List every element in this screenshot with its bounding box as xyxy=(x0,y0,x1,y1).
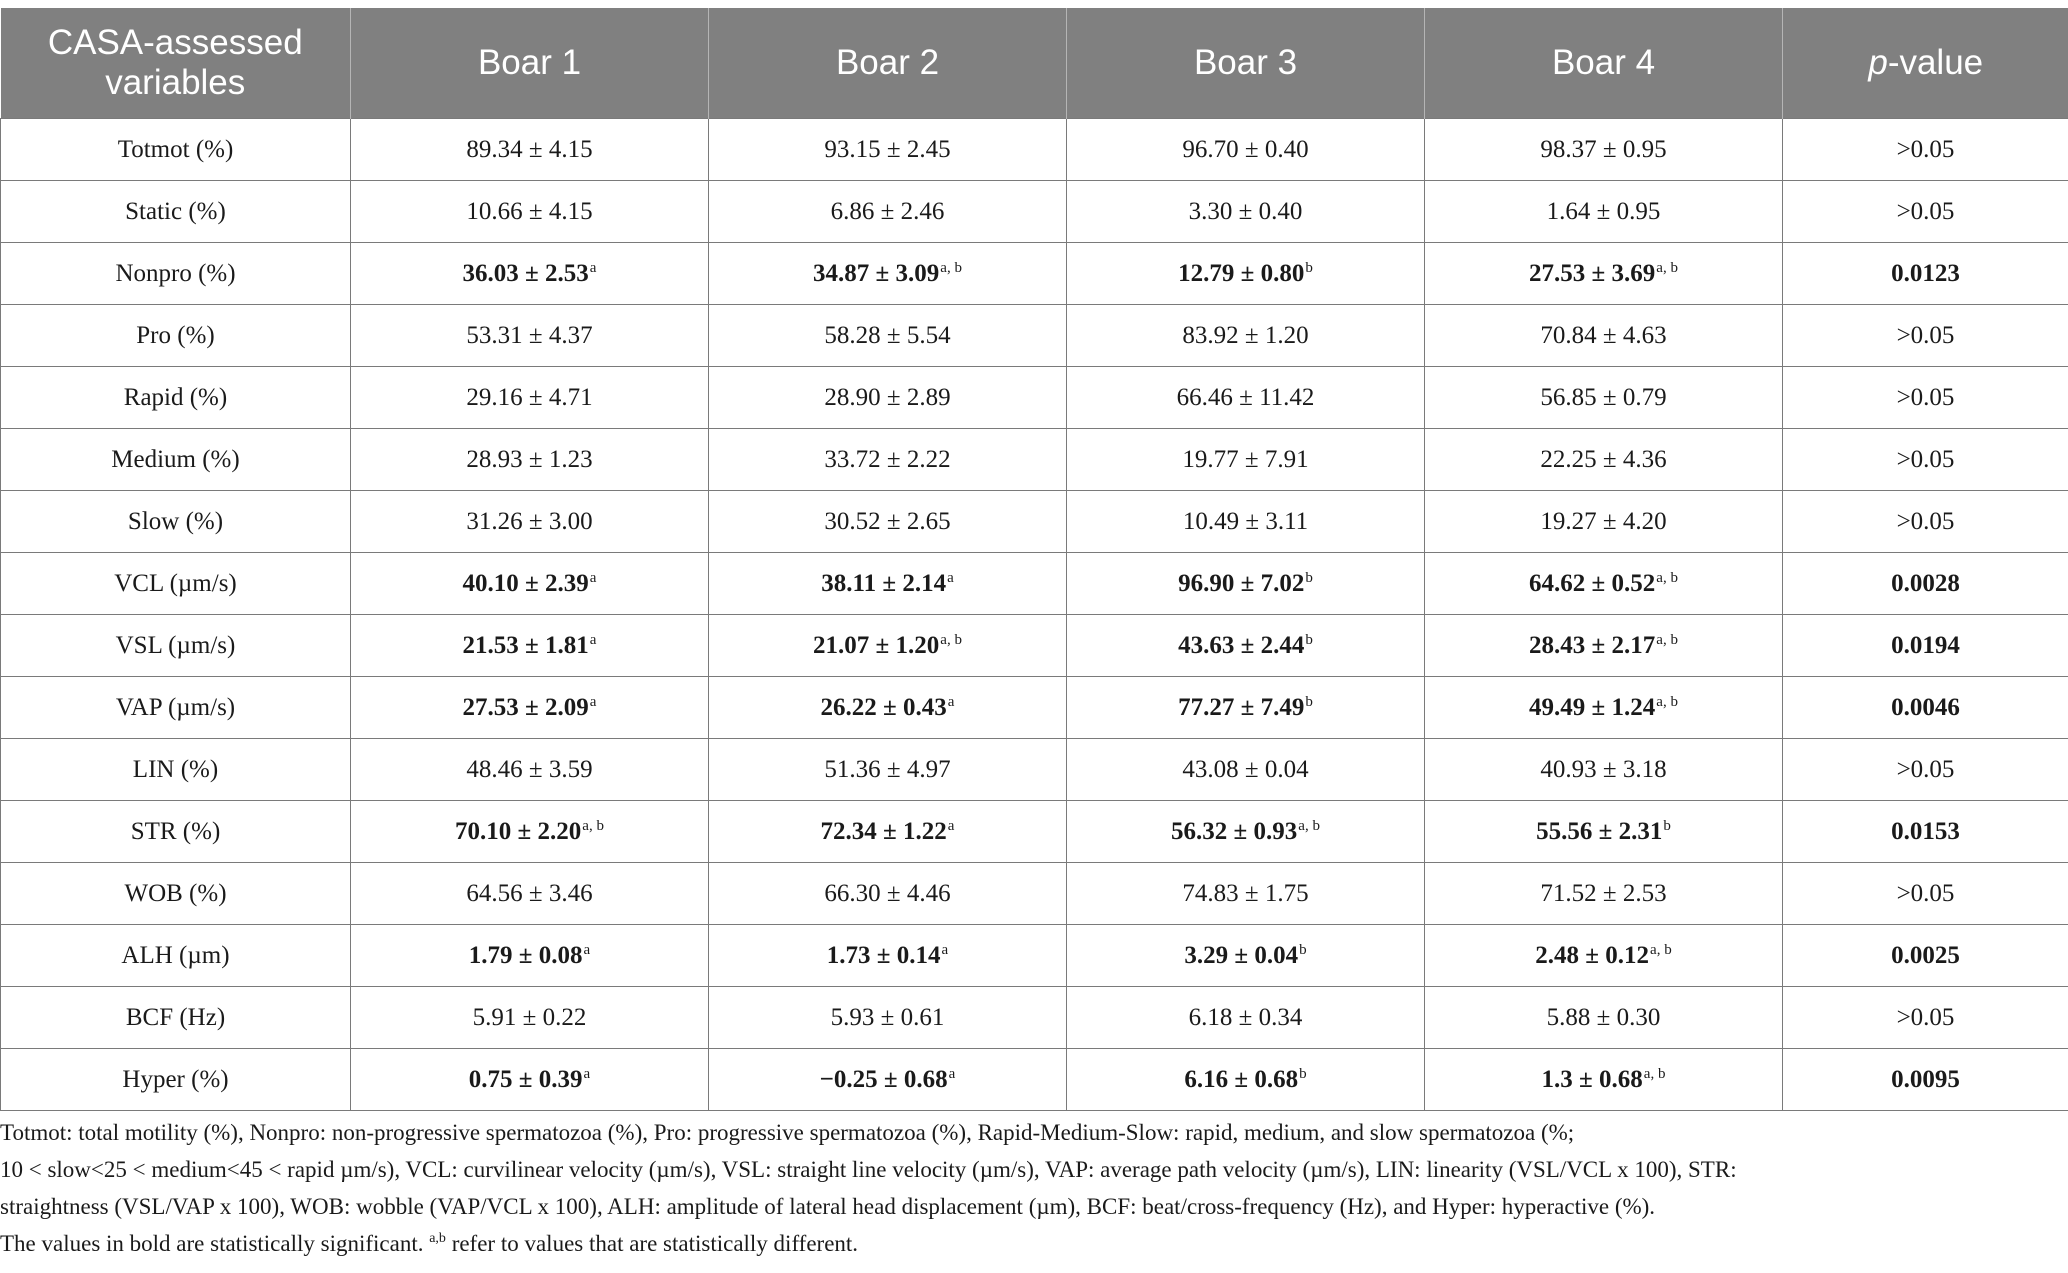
significance-letter: a xyxy=(589,569,597,586)
value-text: 6.86 ± 2.46 xyxy=(830,197,945,225)
value-text: 66.30 ± 4.46 xyxy=(824,879,951,907)
boar-1-value xyxy=(351,305,709,367)
row-label: VSL (µm/s) xyxy=(1,615,351,677)
value-text: 2.48 ± 0.12 xyxy=(1535,941,1650,969)
value-text: 22.25 ± 4.36 xyxy=(1540,445,1667,473)
value-text: 96.70 ± 0.40 xyxy=(1182,135,1309,163)
table-row xyxy=(1,367,2068,429)
boar-2-value xyxy=(709,243,1067,305)
casa-variables-table xyxy=(0,8,2068,1111)
row-label: Pro (%) xyxy=(1,305,351,367)
p-value-cell: >0.05 xyxy=(1783,739,2068,801)
value-text: 77.27 ± 7.49 xyxy=(1178,693,1305,721)
row-label: WOB (%) xyxy=(1,863,351,925)
boar-3-value xyxy=(1067,925,1425,987)
significance-letter: a xyxy=(589,693,597,710)
p-value-cell: >0.05 xyxy=(1783,305,2068,367)
significance-letter: a xyxy=(589,631,597,648)
value-text: 55.56 ± 2.31 xyxy=(1536,817,1663,845)
table-row xyxy=(1,801,2068,863)
table-row xyxy=(1,119,2068,181)
value-text: 21.07 ± 1.20 xyxy=(813,631,940,659)
table-row xyxy=(1,615,2068,677)
header-p-rest: -value xyxy=(1887,43,1984,82)
significance-letter: a xyxy=(583,1065,591,1082)
boar-4-value xyxy=(1425,739,1783,801)
value-text: 0.75 ± 0.39 xyxy=(468,1065,583,1093)
value-text: 28.93 ± 1.23 xyxy=(466,445,593,473)
value-text: 40.10 ± 2.39 xyxy=(462,569,589,597)
boar-1-value xyxy=(351,181,709,243)
value-text: 19.77 ± 7.91 xyxy=(1182,445,1309,473)
value-text: 40.93 ± 3.18 xyxy=(1540,755,1667,783)
boar-4-value xyxy=(1425,677,1783,739)
value-text: 6.18 ± 0.34 xyxy=(1188,1003,1303,1031)
boar-4-value xyxy=(1425,925,1783,987)
header-variables-line1: CASA-assessed xyxy=(47,23,303,62)
p-value-cell: 0.0153 xyxy=(1783,801,2068,863)
value-text: 89.34 ± 4.15 xyxy=(466,135,593,163)
boar-1-value xyxy=(351,243,709,305)
boar-3-value xyxy=(1067,677,1425,739)
boar-3-value xyxy=(1067,739,1425,801)
significance-letter: b xyxy=(1305,259,1313,276)
boar-3-value xyxy=(1067,863,1425,925)
value-text: 10.49 ± 3.11 xyxy=(1182,507,1309,535)
footnote-line-3: straightness (VSL/VAP x 100), WOB: wobble (VAP/VCL x 100), ALH: amplitude of lateral head displacement (µm), BCF: beat/cross-frequency (Hz), and Hyper: hyperactive (%). xyxy=(0,1194,1656,1219)
value-text: 3.30 ± 0.40 xyxy=(1188,197,1303,225)
boar-3-value xyxy=(1067,367,1425,429)
table-row xyxy=(1,987,2068,1049)
value-text: 56.32 ± 0.93 xyxy=(1171,817,1298,845)
boar-2-value xyxy=(709,677,1067,739)
table-row xyxy=(1,925,2068,987)
value-text: 66.46 ± 11.42 xyxy=(1176,383,1315,411)
value-text: 3.29 ± 0.04 xyxy=(1184,941,1299,969)
value-text: 28.43 ± 2.17 xyxy=(1529,631,1656,659)
value-text: 43.08 ± 0.04 xyxy=(1182,755,1309,783)
table-row xyxy=(1,739,2068,801)
boar-3-value xyxy=(1067,305,1425,367)
value-text: 29.16 ± 4.71 xyxy=(466,383,593,411)
significance-letter: a, b xyxy=(1656,693,1678,710)
header-boar-2: Boar 2 xyxy=(709,8,1067,119)
boar-2-value xyxy=(709,615,1067,677)
p-value-cell: >0.05 xyxy=(1783,429,2068,491)
boar-4-value xyxy=(1425,987,1783,1049)
table-row xyxy=(1,553,2068,615)
table-row xyxy=(1,243,2068,305)
value-text: 64.62 ± 0.52 xyxy=(1529,569,1656,597)
boar-2-value xyxy=(709,429,1067,491)
boar-3-value xyxy=(1067,243,1425,305)
boar-4-value xyxy=(1425,491,1783,553)
boar-1-value xyxy=(351,429,709,491)
value-text: 1.79 ± 0.08 xyxy=(468,941,583,969)
boar-1-value xyxy=(351,925,709,987)
header-p-value xyxy=(1783,8,2068,119)
header-row xyxy=(1,8,2068,119)
table-footnote xyxy=(0,1114,2060,1262)
boar-3-value xyxy=(1067,553,1425,615)
boar-3-value xyxy=(1067,801,1425,863)
boar-1-value xyxy=(351,491,709,553)
row-label: Rapid (%) xyxy=(1,367,351,429)
row-label: Hyper (%) xyxy=(1,1049,351,1111)
boar-1-value xyxy=(351,987,709,1049)
table-row xyxy=(1,305,2068,367)
p-value-cell: 0.0095 xyxy=(1783,1049,2068,1111)
value-text: 21.53 ± 1.81 xyxy=(462,631,589,659)
p-value-cell: >0.05 xyxy=(1783,119,2068,181)
row-label: Nonpro (%) xyxy=(1,243,351,305)
p-value-cell: >0.05 xyxy=(1783,181,2068,243)
value-text: 36.03 ± 2.53 xyxy=(462,259,589,287)
value-text: 72.34 ± 1.22 xyxy=(820,817,947,845)
table-row xyxy=(1,677,2068,739)
boar-4-value xyxy=(1425,367,1783,429)
significance-letter: b xyxy=(1663,817,1671,834)
value-text: 43.63 ± 2.44 xyxy=(1178,631,1305,659)
value-text: 51.36 ± 4.97 xyxy=(824,755,951,783)
header-variables xyxy=(1,8,351,119)
row-label: Static (%) xyxy=(1,181,351,243)
boar-4-value xyxy=(1425,553,1783,615)
boar-4-value xyxy=(1425,181,1783,243)
value-text: 38.11 ± 2.14 xyxy=(821,569,947,597)
boar-3-value xyxy=(1067,429,1425,491)
boar-4-value xyxy=(1425,119,1783,181)
header-p-letter: p xyxy=(1868,43,1888,82)
significance-letter: b xyxy=(1305,569,1313,586)
boar-1-value xyxy=(351,677,709,739)
significance-letter: a, b xyxy=(1650,941,1672,958)
footnote-line-2: 10 < slow<25 < medium<45 < rapid µm/s), VCL: curvilinear velocity (µm/s), VSL: straight line velocity (µm/s), VAP: average path velocity (µm/s), LIN: linearity (VSL/VCL x 100), STR: xyxy=(0,1157,1737,1182)
value-text: 34.87 ± 3.09 xyxy=(813,259,940,287)
value-text: 74.83 ± 1.75 xyxy=(1182,879,1309,907)
value-text: 19.27 ± 4.20 xyxy=(1540,507,1667,535)
value-text: 12.79 ± 0.80 xyxy=(1178,259,1305,287)
boar-1-value xyxy=(351,553,709,615)
significance-letter: a, b xyxy=(940,259,962,276)
value-text: 5.88 ± 0.30 xyxy=(1546,1003,1661,1031)
significance-letter: a xyxy=(589,259,597,276)
value-text: 83.92 ± 1.20 xyxy=(1182,321,1309,349)
table-row xyxy=(1,181,2068,243)
p-value-cell: 0.0194 xyxy=(1783,615,2068,677)
boar-1-value xyxy=(351,615,709,677)
boar-2-value xyxy=(709,119,1067,181)
boar-1-value xyxy=(351,367,709,429)
table-body xyxy=(1,119,2068,1111)
significance-letter: b xyxy=(1299,941,1307,958)
row-label: LIN (%) xyxy=(1,739,351,801)
significance-letter: a, b xyxy=(582,817,604,834)
boar-3-value xyxy=(1067,181,1425,243)
p-value-cell: >0.05 xyxy=(1783,491,2068,553)
value-text: −0.25 ± 0.68 xyxy=(819,1065,948,1093)
p-value-cell: >0.05 xyxy=(1783,987,2068,1049)
row-label: VCL (µm/s) xyxy=(1,553,351,615)
boar-4-value xyxy=(1425,863,1783,925)
boar-3-value xyxy=(1067,987,1425,1049)
significance-letter: b xyxy=(1305,631,1313,648)
boar-4-value xyxy=(1425,615,1783,677)
significance-letter: a, b xyxy=(1656,631,1678,648)
table-row xyxy=(1,1049,2068,1111)
boar-4-value xyxy=(1425,305,1783,367)
row-label: Slow (%) xyxy=(1,491,351,553)
value-text: 1.3 ± 0.68 xyxy=(1541,1065,1643,1093)
value-text: 33.72 ± 2.22 xyxy=(824,445,951,473)
footnote-superscript: a,b xyxy=(429,1231,446,1246)
value-text: 1.64 ± 0.95 xyxy=(1546,197,1661,225)
boar-2-value xyxy=(709,181,1067,243)
significance-letter: a xyxy=(941,941,949,958)
p-value-cell: >0.05 xyxy=(1783,863,2068,925)
value-text: 58.28 ± 5.54 xyxy=(824,321,951,349)
significance-letter: a, b xyxy=(1643,1065,1666,1082)
p-value-cell: 0.0025 xyxy=(1783,925,2068,987)
table-row xyxy=(1,491,2068,553)
boar-3-value xyxy=(1067,615,1425,677)
value-text: 27.53 ± 3.69 xyxy=(1529,259,1656,287)
boar-4-value xyxy=(1425,1049,1783,1111)
value-text: 71.52 ± 2.53 xyxy=(1540,879,1667,907)
boar-3-value xyxy=(1067,491,1425,553)
boar-2-value xyxy=(709,801,1067,863)
footnote-bold-note: The values in bold are statistically significant. xyxy=(0,1231,430,1256)
value-text: 10.66 ± 4.15 xyxy=(466,197,593,225)
value-text: 49.49 ± 1.24 xyxy=(1529,693,1656,721)
value-text: 93.15 ± 2.45 xyxy=(824,135,951,163)
row-label: STR (%) xyxy=(1,801,351,863)
significance-letter: b xyxy=(1305,693,1313,710)
boar-2-value xyxy=(709,925,1067,987)
row-label: Medium (%) xyxy=(1,429,351,491)
boar-1-value xyxy=(351,739,709,801)
value-text: 28.90 ± 2.89 xyxy=(824,383,951,411)
significance-letter: a xyxy=(947,693,955,710)
boar-1-value xyxy=(351,801,709,863)
boar-1-value xyxy=(351,1049,709,1111)
value-text: 98.37 ± 0.95 xyxy=(1540,135,1667,163)
boar-2-value xyxy=(709,305,1067,367)
value-text: 5.93 ± 0.61 xyxy=(830,1003,945,1031)
row-label: VAP (µm/s) xyxy=(1,677,351,739)
table-row xyxy=(1,863,2068,925)
significance-letter: a xyxy=(947,817,955,834)
boar-4-value xyxy=(1425,429,1783,491)
boar-4-value xyxy=(1425,801,1783,863)
value-text: 30.52 ± 2.65 xyxy=(824,507,951,535)
significance-letter: a xyxy=(947,569,954,586)
boar-1-value xyxy=(351,863,709,925)
header-variables-line2: variables xyxy=(105,63,246,102)
value-text: 26.22 ± 0.43 xyxy=(820,693,947,721)
p-value-cell: 0.0123 xyxy=(1783,243,2068,305)
footnote-line-4 xyxy=(0,1225,2060,1262)
header-boar-1: Boar 1 xyxy=(351,8,709,119)
footnote-letters-note: refer to values that are statistically different. xyxy=(445,1231,859,1256)
value-text: 27.53 ± 2.09 xyxy=(462,693,589,721)
value-text: 64.56 ± 3.46 xyxy=(466,879,593,907)
value-text: 70.84 ± 4.63 xyxy=(1540,321,1667,349)
boar-1-value xyxy=(351,119,709,181)
boar-3-value xyxy=(1067,119,1425,181)
row-label: ALH (µm) xyxy=(1,925,351,987)
value-text: 6.16 ± 0.68 xyxy=(1184,1065,1299,1093)
significance-letter: a xyxy=(948,1065,956,1082)
boar-2-value xyxy=(709,367,1067,429)
table-header xyxy=(1,8,2068,119)
boar-2-value xyxy=(709,1049,1067,1111)
boar-3-value xyxy=(1067,1049,1425,1111)
boar-2-value xyxy=(709,863,1067,925)
header-boar-4: Boar 4 xyxy=(1425,8,1783,119)
p-value-cell: >0.05 xyxy=(1783,367,2068,429)
row-label: Totmot (%) xyxy=(1,119,351,181)
boar-2-value xyxy=(709,739,1067,801)
significance-letter: a, b xyxy=(1656,259,1678,276)
significance-letter: a xyxy=(583,941,591,958)
boar-2-value xyxy=(709,553,1067,615)
value-text: 48.46 ± 3.59 xyxy=(466,755,593,783)
header-boar-3: Boar 3 xyxy=(1067,8,1425,119)
significance-letter: a, b xyxy=(1656,569,1678,586)
significance-letter: b xyxy=(1299,1065,1307,1082)
value-text: 31.26 ± 3.00 xyxy=(466,507,593,535)
significance-letter: a, b xyxy=(940,631,962,648)
p-value-cell: 0.0046 xyxy=(1783,677,2068,739)
value-text: 96.90 ± 7.02 xyxy=(1178,569,1305,597)
value-text: 56.85 ± 0.79 xyxy=(1540,383,1667,411)
value-text: 53.31 ± 4.37 xyxy=(466,321,593,349)
boar-2-value xyxy=(709,987,1067,1049)
significance-letter: a, b xyxy=(1298,817,1320,834)
p-value-cell: 0.0028 xyxy=(1783,553,2068,615)
table-row xyxy=(1,429,2068,491)
value-text: 70.10 ± 2.20 xyxy=(455,817,582,845)
footnote-line-1: Totmot: total motility (%), Nonpro: non-progressive spermatozoa (%), Pro: progressive spermatozoa (%), Rapid-Medium-Slow: rapid, medium, and slow spermatozoa (%; xyxy=(0,1120,1575,1145)
boar-2-value xyxy=(709,491,1067,553)
value-text: 1.73 ± 0.14 xyxy=(826,941,941,969)
row-label: BCF (Hz) xyxy=(1,987,351,1049)
value-text: 5.91 ± 0.22 xyxy=(472,1003,587,1031)
boar-4-value xyxy=(1425,243,1783,305)
